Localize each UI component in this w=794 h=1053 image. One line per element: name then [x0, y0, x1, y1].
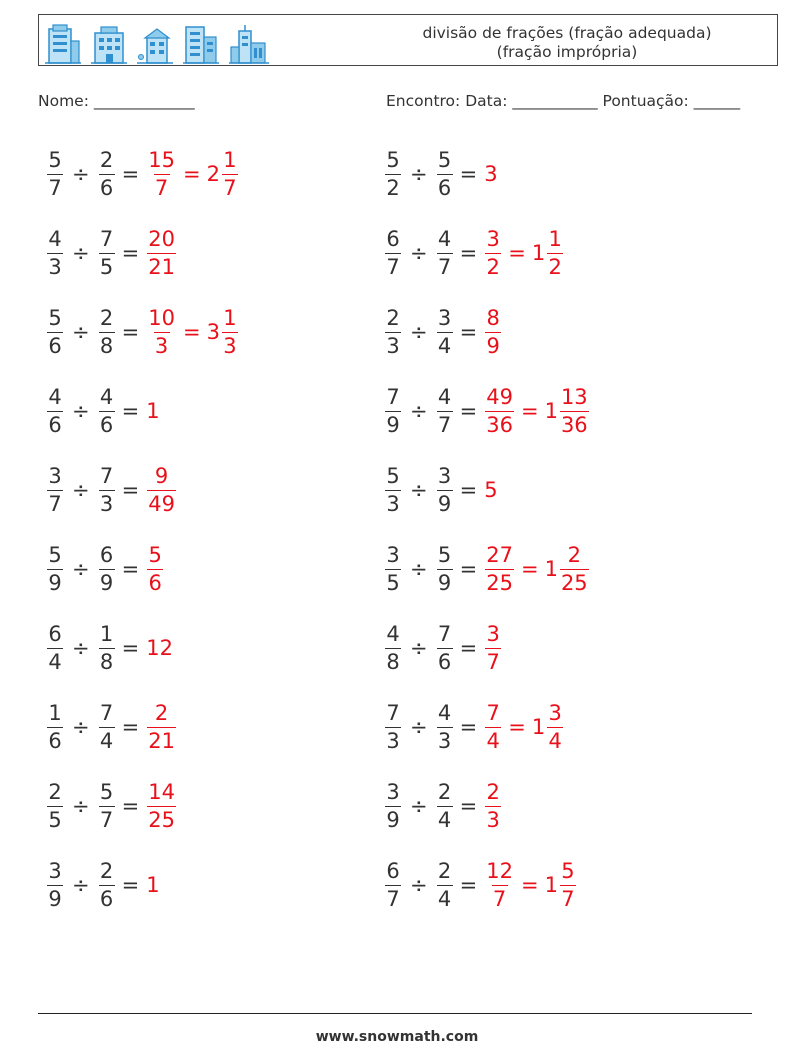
problem-1 — [46, 142, 239, 206]
answer-equals-sign: = — [182, 162, 201, 186]
dividend-fraction — [385, 780, 401, 833]
problem-10 — [384, 458, 498, 522]
equals-sign: = — [459, 320, 478, 344]
problem-14 — [384, 616, 502, 680]
answer — [484, 701, 564, 754]
numerator: 10 — [148, 305, 175, 330]
header-icons — [45, 23, 285, 65]
denominator: 9 — [437, 570, 452, 595]
answer — [484, 780, 502, 833]
divide-sign: ÷ — [410, 320, 428, 344]
dividend-fraction — [47, 306, 63, 359]
divisor-fraction — [99, 622, 115, 675]
denominator: 9 — [386, 412, 400, 437]
denominator: 3 — [486, 807, 500, 832]
denominator: 4 — [48, 649, 62, 674]
denominator: 8 — [99, 649, 114, 674]
problem-9 — [46, 458, 177, 522]
denominator: 8 — [386, 649, 400, 674]
numerator: 5 — [386, 147, 400, 172]
divisor-fraction — [437, 148, 453, 201]
mixed-fraction — [560, 859, 576, 912]
answer — [146, 464, 177, 517]
divide-sign: ÷ — [410, 636, 428, 660]
numerator: 4 — [48, 384, 62, 409]
answer-equals-sign: = — [508, 241, 526, 265]
denominator: 9 — [48, 570, 62, 595]
problem-18 — [384, 774, 502, 838]
numerator: 6 — [48, 621, 62, 646]
numerator: 15 — [148, 147, 175, 172]
denominator: 2 — [486, 254, 500, 279]
divide-sign: ÷ — [410, 478, 428, 502]
denominator: 6 — [99, 412, 114, 437]
divisor-fraction — [99, 464, 115, 517]
dividend-fraction — [385, 622, 401, 675]
equals-sign: = — [459, 162, 478, 186]
divide-sign: ÷ — [72, 715, 90, 739]
numerator: 49 — [486, 384, 513, 409]
answer — [484, 306, 502, 359]
divide-sign: ÷ — [410, 715, 428, 739]
numerator: 2 — [99, 858, 114, 883]
numerator: 1 — [99, 621, 114, 646]
numerator: 2 — [48, 779, 62, 804]
answer-fraction — [485, 385, 514, 438]
title-line-2: (fração imprópria) — [496, 43, 638, 61]
equals-sign: = — [121, 399, 140, 423]
answer — [146, 636, 173, 660]
answer-fraction — [485, 543, 514, 596]
divide-sign: ÷ — [410, 794, 428, 818]
numerator: 5 — [48, 542, 62, 567]
denominator: 25 — [560, 570, 588, 595]
divisor-fraction — [99, 543, 115, 596]
numerator: 4 — [437, 384, 452, 409]
problem-4 — [384, 221, 564, 285]
divisor-fraction — [99, 148, 115, 201]
numerator: 7 — [437, 621, 452, 646]
numerator: 7 — [99, 700, 114, 725]
numerator: 2 — [437, 858, 452, 883]
problem-13 — [46, 616, 173, 680]
equals-sign: = — [459, 715, 478, 739]
problem-17 — [46, 774, 177, 838]
denominator: 3 — [386, 333, 400, 358]
numerator: 2 — [386, 305, 400, 330]
denominator: 4 — [437, 333, 452, 358]
equals-sign: = — [459, 478, 478, 502]
mixed-whole: 1 — [531, 715, 546, 739]
footer-url: www.snowmath.com — [315, 1029, 479, 1045]
problem-5 — [46, 300, 239, 364]
denominator: 7 — [486, 649, 500, 674]
denominator: 6 — [99, 175, 114, 200]
denominator: 7 — [386, 886, 400, 911]
divide-sign: ÷ — [72, 636, 90, 660]
numerator: 6 — [386, 226, 400, 251]
answer — [146, 780, 177, 833]
equals-sign: = — [459, 873, 478, 897]
numerator: 20 — [148, 226, 175, 251]
answer-equals-sign: = — [520, 557, 539, 581]
answer — [146, 701, 177, 754]
divisor-fraction — [437, 859, 453, 912]
equals-sign: = — [459, 557, 478, 581]
divide-sign: ÷ — [72, 162, 90, 186]
tower-icon — [229, 23, 269, 65]
numerator: 3 — [486, 621, 500, 646]
answer-fraction — [485, 780, 501, 833]
numerator: 6 — [386, 858, 400, 883]
answer-equals-sign: = — [182, 320, 201, 344]
mixed-fraction — [560, 385, 589, 438]
numerator: 14 — [148, 779, 175, 804]
numerator: 1 — [223, 147, 237, 172]
denominator: 8 — [99, 333, 114, 358]
numerator: 5 — [437, 542, 452, 567]
dividend-fraction — [47, 543, 63, 596]
title-line-1: divisão de frações (fração adequada) — [422, 24, 712, 42]
mixed-whole: 1 — [531, 241, 546, 265]
divisor-fraction — [99, 859, 115, 912]
divisor-fraction — [437, 385, 453, 438]
dividend-fraction — [47, 385, 63, 438]
mixed-whole: 3 — [206, 320, 220, 344]
denominator: 25 — [148, 807, 175, 832]
answer — [484, 478, 497, 502]
numerator: 2 — [99, 147, 114, 172]
divide-sign: ÷ — [72, 557, 90, 581]
mixed-fraction — [547, 701, 563, 754]
divisor-fraction — [437, 306, 453, 359]
denominator: 5 — [99, 254, 114, 279]
equals-sign: = — [459, 636, 478, 660]
denominator: 6 — [48, 333, 62, 358]
denominator: 7 — [437, 254, 452, 279]
denominator: 7 — [561, 886, 575, 911]
equals-sign: = — [121, 241, 140, 265]
dividend-fraction — [47, 859, 63, 912]
mixed-whole: 1 — [544, 873, 558, 897]
dividend-fraction — [47, 464, 63, 517]
denominator: 9 — [437, 491, 452, 516]
divide-sign: ÷ — [72, 320, 90, 344]
denominator: 21 — [148, 728, 175, 753]
divide-sign: ÷ — [72, 478, 90, 502]
problem-19 — [46, 853, 160, 917]
equals-sign: = — [459, 241, 478, 265]
numerator: 1 — [223, 305, 237, 330]
numerator: 13 — [560, 384, 588, 409]
denominator: 3 — [223, 333, 237, 358]
answer-fraction — [147, 464, 176, 517]
answer-equals-sign: = — [508, 715, 526, 739]
worksheet-header — [38, 14, 778, 66]
equals-sign: = — [121, 873, 140, 897]
answer — [484, 227, 564, 280]
dividend-fraction — [47, 227, 63, 280]
divisor-fraction — [437, 622, 453, 675]
divide-sign: ÷ — [72, 873, 90, 897]
divide-sign: ÷ — [410, 399, 428, 423]
worksheet-title — [397, 24, 737, 62]
denominator: 2 — [548, 254, 562, 279]
numerator: 4 — [48, 226, 62, 251]
denominator: 36 — [560, 412, 588, 437]
equals-sign: = — [121, 557, 140, 581]
divisor-fraction — [437, 701, 453, 754]
dividend-fraction — [385, 701, 401, 754]
problem-8 — [384, 379, 590, 443]
denominator: 9 — [99, 570, 114, 595]
numerator: 5 — [99, 779, 114, 804]
answer-fraction — [147, 306, 176, 359]
numerator: 3 — [437, 305, 452, 330]
denominator: 6 — [48, 728, 62, 753]
divide-sign: ÷ — [72, 794, 90, 818]
answer — [146, 306, 239, 359]
numerator: 5 — [437, 147, 452, 172]
dividend-fraction — [385, 306, 401, 359]
denominator: 9 — [486, 333, 500, 358]
equals-sign: = — [121, 478, 140, 502]
answer — [146, 873, 159, 897]
denominator: 6 — [437, 649, 452, 674]
problem-20 — [384, 853, 577, 917]
denominator: 4 — [99, 728, 114, 753]
denominator: 9 — [386, 807, 400, 832]
numerator: 2 — [567, 542, 581, 567]
equals-sign: = — [121, 162, 140, 186]
denominator: 7 — [48, 491, 62, 516]
denominator: 36 — [486, 412, 513, 437]
denominator: 49 — [148, 491, 175, 516]
denominator: 7 — [437, 412, 452, 437]
dividend-fraction — [47, 701, 63, 754]
answer-fraction — [147, 148, 176, 201]
office-building-icon — [91, 23, 127, 65]
equals-sign: = — [121, 715, 140, 739]
numerator: 4 — [437, 700, 452, 725]
numerator: 4 — [437, 226, 452, 251]
answer-integer: 1 — [146, 399, 160, 423]
answer — [484, 385, 589, 438]
answer-fraction — [147, 543, 163, 596]
numerator: 6 — [99, 542, 114, 567]
mixed-fraction — [560, 543, 589, 596]
denominator: 7 — [99, 807, 114, 832]
denominator: 7 — [223, 175, 237, 200]
mixed-whole: 1 — [544, 399, 558, 423]
answer — [146, 148, 239, 201]
numerator: 3 — [437, 463, 452, 488]
divide-sign: ÷ — [72, 399, 90, 423]
answer-equals-sign: = — [520, 873, 539, 897]
numerator: 8 — [486, 305, 500, 330]
divide-sign: ÷ — [410, 162, 428, 186]
mixed-fraction — [222, 148, 238, 201]
denominator: 6 — [48, 412, 62, 437]
divisor-fraction — [99, 306, 115, 359]
denominator: 3 — [154, 333, 169, 358]
answer — [484, 543, 589, 596]
numerator: 7 — [99, 463, 114, 488]
answer-fraction — [485, 701, 501, 754]
numerator: 27 — [486, 542, 513, 567]
denominator: 6 — [99, 886, 114, 911]
denominator: 25 — [486, 570, 513, 595]
problem-15 — [46, 695, 177, 759]
answer-integer: 12 — [146, 636, 173, 660]
house-icon — [137, 23, 173, 65]
denominator: 3 — [437, 728, 452, 753]
denominator: 5 — [386, 570, 400, 595]
answer-fraction — [485, 622, 501, 675]
dividend-fraction — [385, 464, 401, 517]
numerator: 12 — [486, 858, 513, 883]
numerator: 7 — [386, 700, 400, 725]
divisor-fraction — [99, 701, 115, 754]
numerator: 2 — [486, 779, 500, 804]
problem-3 — [46, 221, 177, 285]
numerator: 7 — [486, 700, 500, 725]
divisor-fraction — [99, 227, 115, 280]
denominator: 4 — [486, 728, 500, 753]
answer-fraction — [485, 859, 514, 912]
problem-11 — [46, 537, 164, 601]
numerator: 3 — [386, 779, 400, 804]
numerator: 1 — [48, 700, 62, 725]
divisor-fraction — [99, 780, 115, 833]
problem-12 — [384, 537, 590, 601]
answer — [484, 162, 497, 186]
answer — [146, 227, 177, 280]
answer-fraction — [147, 227, 176, 280]
divide-sign: ÷ — [410, 241, 428, 265]
problem-6 — [384, 300, 502, 364]
answer-integer: 3 — [484, 162, 498, 186]
denominator: 5 — [48, 807, 62, 832]
equals-sign: = — [121, 636, 140, 660]
divisor-fraction — [437, 780, 453, 833]
dividend-fraction — [385, 859, 401, 912]
dividend-fraction — [47, 780, 63, 833]
divisor-fraction — [437, 227, 453, 280]
numerator: 1 — [548, 226, 562, 251]
footer-divider — [38, 1013, 752, 1014]
mixed-fraction — [222, 306, 238, 359]
answer-integer: 5 — [484, 478, 498, 502]
problem-7 — [46, 379, 160, 443]
divisor-fraction — [437, 543, 453, 596]
denominator: 3 — [386, 728, 400, 753]
mixed-fraction — [547, 227, 563, 280]
dividend-fraction — [385, 227, 401, 280]
denominator: 21 — [148, 254, 175, 279]
numerator: 3 — [48, 858, 62, 883]
answer — [484, 859, 577, 912]
denominator: 7 — [154, 175, 169, 200]
numerator: 3 — [486, 226, 500, 251]
denominator: 4 — [437, 807, 452, 832]
answer — [484, 622, 502, 675]
denominator: 7 — [48, 175, 62, 200]
answer-fraction — [147, 780, 176, 833]
mixed-whole: 1 — [544, 557, 558, 581]
numerator: 2 — [99, 305, 114, 330]
denominator: 9 — [48, 886, 62, 911]
divide-sign: ÷ — [72, 241, 90, 265]
dividend-fraction — [47, 148, 63, 201]
dividend-fraction — [385, 543, 401, 596]
numerator: 9 — [154, 463, 169, 488]
denominator: 7 — [386, 254, 400, 279]
numerator: 5 — [561, 858, 575, 883]
numerator: 7 — [386, 384, 400, 409]
date-score-label: Encontro: Data: ___________ Pontuação: ______ — [386, 92, 741, 110]
denominator: 6 — [148, 570, 162, 595]
numerator: 2 — [154, 700, 169, 725]
apartment-icon — [183, 23, 219, 65]
answer — [146, 399, 159, 423]
divisor-fraction — [437, 464, 453, 517]
denominator: 3 — [386, 491, 400, 516]
numerator: 4 — [99, 384, 114, 409]
answer — [146, 543, 164, 596]
equals-sign: = — [459, 399, 478, 423]
denominator: 7 — [492, 886, 507, 911]
equals-sign: = — [121, 794, 140, 818]
dividend-fraction — [47, 622, 63, 675]
numerator: 3 — [386, 542, 400, 567]
numerator: 3 — [48, 463, 62, 488]
answer-fraction — [147, 701, 176, 754]
equals-sign: = — [459, 794, 478, 818]
dividend-fraction — [385, 148, 401, 201]
answer-fraction — [485, 227, 501, 280]
divisor-fraction — [99, 385, 115, 438]
building-icon — [45, 23, 81, 65]
denominator: 2 — [386, 175, 400, 200]
numerator: 5 — [48, 305, 62, 330]
numerator: 5 — [148, 542, 162, 567]
numerator: 5 — [48, 147, 62, 172]
denominator: 6 — [437, 175, 452, 200]
denominator: 4 — [548, 728, 562, 753]
dividend-fraction — [385, 385, 401, 438]
name-field-label: Nome: _____________ — [38, 92, 195, 110]
divide-sign: ÷ — [410, 873, 428, 897]
denominator: 4 — [437, 886, 452, 911]
answer-integer: 1 — [146, 873, 160, 897]
denominator: 3 — [48, 254, 62, 279]
numerator: 5 — [386, 463, 400, 488]
answer-fraction — [485, 306, 501, 359]
problem-2 — [384, 142, 498, 206]
denominator: 3 — [99, 491, 114, 516]
answer-equals-sign: = — [520, 399, 539, 423]
numerator: 7 — [99, 226, 114, 251]
numerator: 2 — [437, 779, 452, 804]
mixed-whole: 2 — [206, 162, 220, 186]
equals-sign: = — [121, 320, 140, 344]
problem-16 — [384, 695, 564, 759]
numerator: 4 — [386, 621, 400, 646]
divide-sign: ÷ — [410, 557, 428, 581]
numerator: 3 — [548, 700, 562, 725]
